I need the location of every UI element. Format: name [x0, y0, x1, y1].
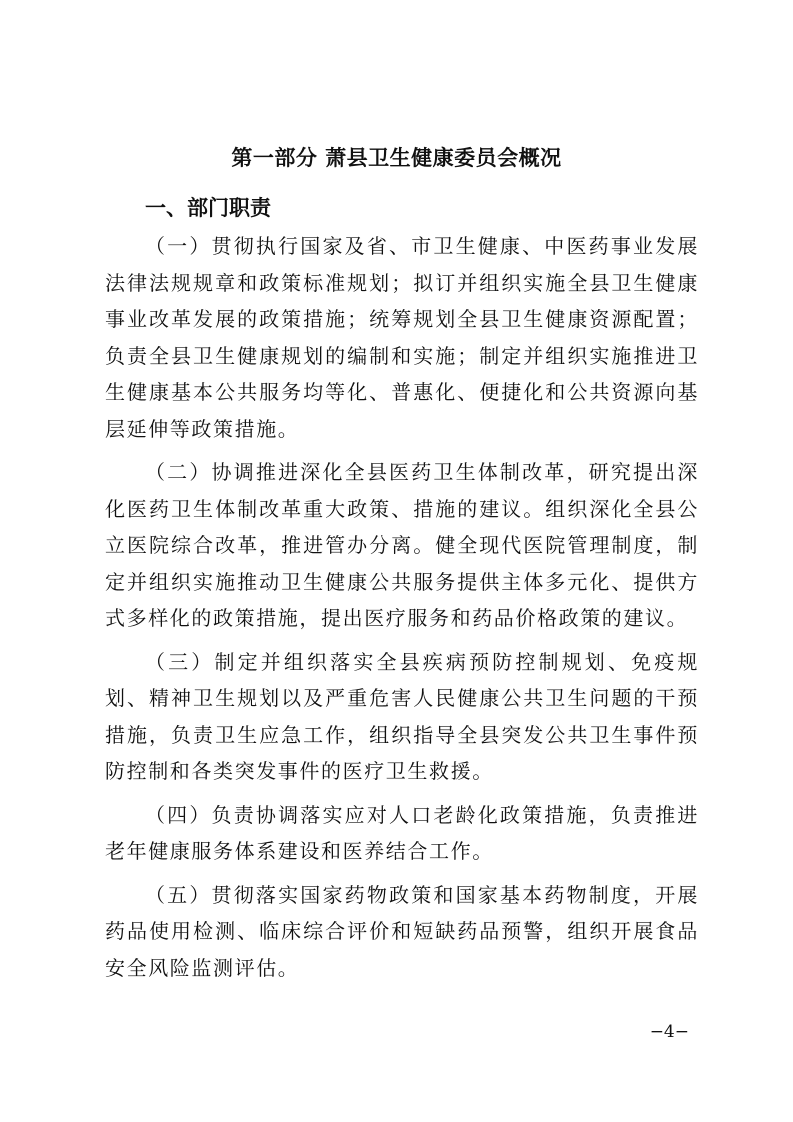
paragraph-4: （四）负责协调落实应对人口老龄化政策措施，负责推进老年健康服务体系建设和医养结合工作。 [105, 802, 699, 863]
body-text [105, 228, 699, 993]
section-heading: 一、部门职责 [145, 196, 271, 220]
page-number: −4− [649, 1022, 689, 1042]
paragraph-5: （五）贯彻落实国家药物政策和国家基本药物制度，开展药品使用检测、临床综合评价和短缺药品预警，组织开展食品安全风险监测评估。 [105, 882, 699, 980]
paragraph-2: （二）协调推进深化全县医药卫生体制改革，研究提出深化医药卫生体制改革重大政策、措施的建议。组织深化全县公立医院综合改革，推进管办分离。健全现代医院管理制度，制定并组织实施推动卫生健康公共服务提供主体多元化、提供方式多样化的政策措施，提出医疗服务和药品价格政策的建议。 [105, 460, 699, 630]
paragraph-3: （三）制定并组织落实全县疾病预防控制规划、免疫规划、精神卫生规划以及严重危害人民健康公共卫生问题的干预措施，负责卫生应急工作，组织指导全县突发公共卫生事件预防控制和各类突发事件的医疗卫生救援。 [105, 649, 699, 783]
paragraph-1: （一）贯彻执行国家及省、市卫生健康、中医药事业发展法律法规规章和政策标准规划；拟订并组织实施全县卫生健康事业改革发展的政策措施；统筹规划全县卫生健康资源配置；负责全县卫生健康规划的编制和实施；制定并组织实施推进卫生健康基本公共服务均等化、普惠化、便捷化和公共资源向基层延伸等政策措施。 [105, 234, 699, 441]
document-title: 第一部分 萧县卫生健康委员会概况 [231, 146, 562, 170]
